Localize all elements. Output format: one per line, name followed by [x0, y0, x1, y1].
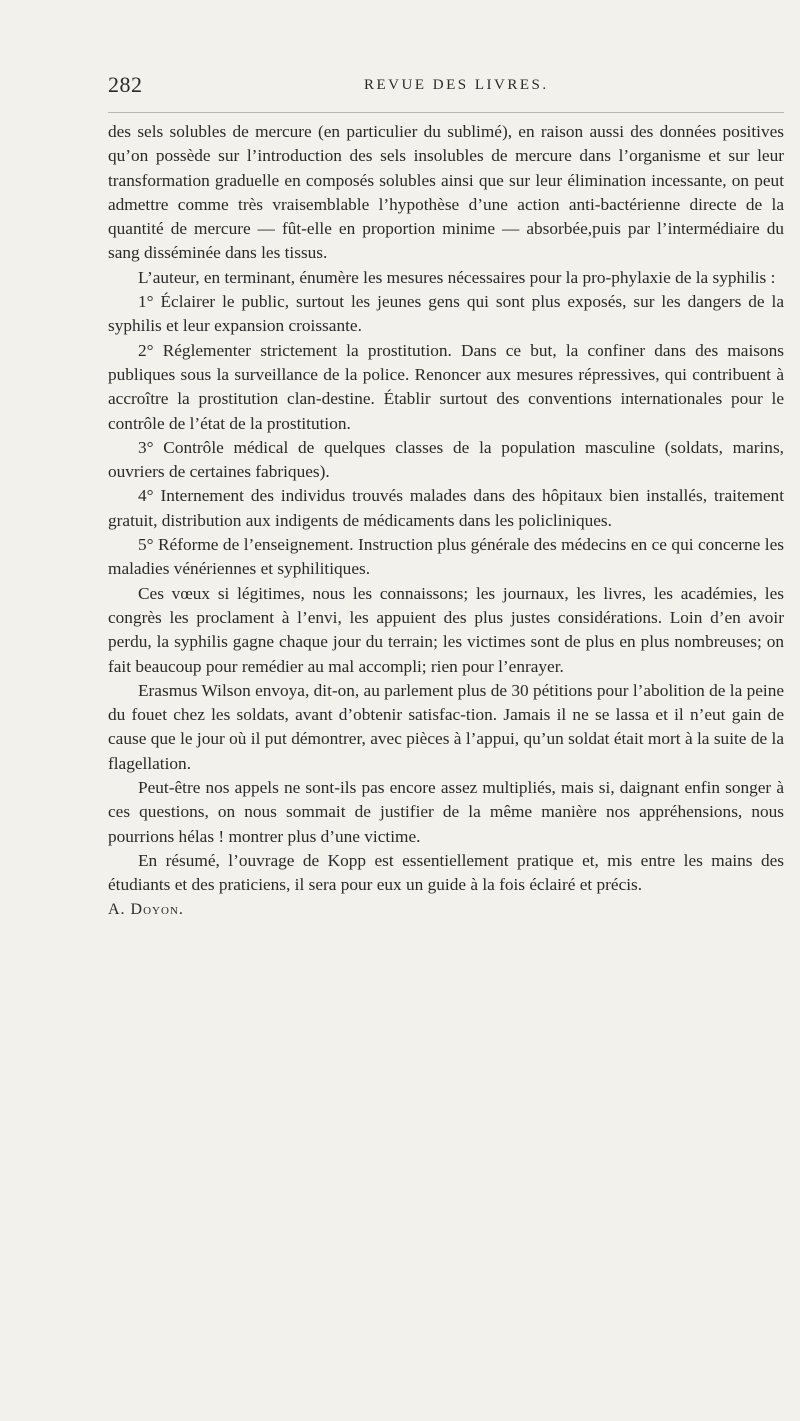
paragraph-measure-3: 3° Contrôle médical de quelques classes de la population masculine (soldats, marins, ouvriers de certaines fabriques).	[108, 437, 784, 482]
header-rule	[108, 112, 784, 113]
article-body	[108, 120, 784, 922]
paragraph-continuation: des sels solubles de mercure (en particulier du sublimé), en raison aussi des données positives qu’on possède sur l’introduction des sels insolubles de mercure dans l’organisme et sur leur transformation graduelle en composés solubles ainsi que sur leur élimination incessante, on peut admettre comme très vraisemblable l’hypothèse d’une action anti-bactérienne directe de la quantité de mercure — fût-elle en proportion minime — absorbée,puis par l’intermédiaire du sang disséminée dans les tissus.	[108, 122, 784, 263]
page-number: 282	[108, 72, 143, 97]
journal-title: REVUE DES LIVRES.	[364, 77, 549, 93]
running-head	[108, 72, 784, 100]
paragraph-prophylaxis-intro: L’auteur, en terminant, énumère les mesures nécessaires pour la pro-phylaxie de la syphilis :	[138, 267, 776, 287]
paragraph-appeals: Peut-être nos appels ne sont-ils pas encore assez multipliés, mais si, daignant enfin songer à ces questions, on nous sommait de justifier de la même manière nos appréhensions, nous pourrions hélas ! montrer plus d’une victime.	[108, 778, 784, 846]
paragraph-summary: En résumé, l’ouvrage de Kopp est essentiellement pratique et, mis entre les mains des étudiants et des praticiens, il sera pour eux un guide à la fois éclairé et précis.	[108, 850, 784, 895]
author-signature: A. Doyon.	[108, 900, 184, 918]
paragraph-measure-1: 1° Éclairer le public, surtout les jeunes gens qui sont plus exposés, sur les dangers de la syphilis et leur expansion croissante.	[108, 292, 784, 336]
paragraph-measure-4: 4° Internement des individus trouvés malades dans des hôpitaux bien installés, traitement gratuit, distribution aux indigents de médicaments dans les policliniques.	[108, 486, 784, 530]
paragraph-measure-2: 2° Réglementer strictement la prostitution. Dans ce but, la confiner dans des maisons publiques sous la surveillance de la police. Renoncer aux mesures répressives, qui contribuent à accroître la prostitution clan-destine. Établir surtout des conventions internationales pour le contrôle de l’état de la prostitution.	[108, 340, 784, 433]
paragraph-erasmus-wilson: Erasmus Wilson envoya, dit-on, au parlement plus de 30 pétitions pour l’abolition de la peine du fouet chez les soldats, avant d’obtenir satisfac-tion. Jamais il ne se lassa et il n’eut gain de cause que le jour où il put démontrer, avec pièces à l’appui, qu’un soldat était mort à la suite de la flagellation.	[108, 680, 784, 773]
paragraph-measure-5: 5° Réforme de l’enseignement. Instruction plus générale des médecins en ce qui concerne les maladies vénériennes et syphilitiques.	[108, 535, 784, 579]
paragraph-wishes: Ces vœux si légitimes, nous les connaissons; les journaux, les livres, les académies, les congrès les proclament à l’envi, les appuient des plus justes considérations. Loin d’en avoir perdu, la syphilis gagne chaque jour du terrain; les victimes sont de plus en plus nombreuses; on fait beaucoup pour remédier au mal accompli; rien pour l’enrayer.	[108, 583, 784, 676]
